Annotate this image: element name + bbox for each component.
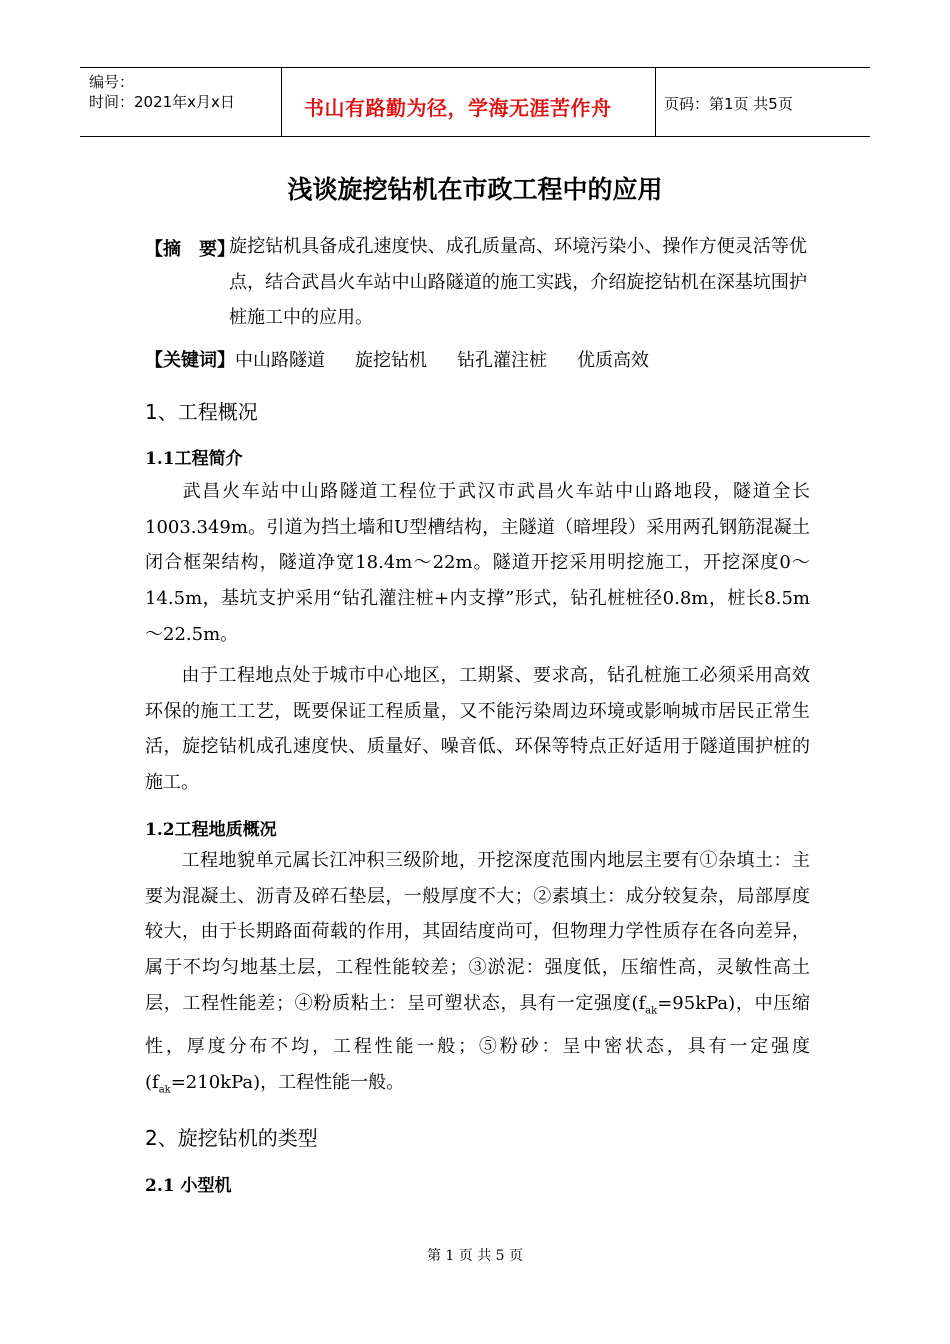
- paragraph-1-1-b: [145, 658, 810, 801]
- paragraph-text: 武昌火车站中山路隧道工程位于武汉市武昌火车站中山路地段，隧道全长1003.349m。引道为挡土墙和U型槽结构，主隧道（暗埋段）采用两孔钢筋混凝土闭合框架结构，隧道净宽18.4m～22m。隧道开挖采用明挖施工，开挖深度0～14.5m，基坑支护采用“钻孔灌注桩+内支撑”形式，钻孔桩桩径0.8m，桩长8.5m～22.5m。: [145, 481, 810, 645]
- paragraph-text-part: =95kPa)，中压缩性，厚度分布不均，工程性能一般；⑤粉砂：呈中密状态，具有一定强度(f: [145, 992, 810, 1093]
- motto-text: 书山有路勤为径，学海无涯苦作舟: [304, 96, 612, 120]
- paragraph-text-part: =210kPa)，工程性能一般。: [170, 1071, 405, 1093]
- keyword-item: 钻孔灌注桩: [457, 350, 547, 371]
- keyword-item: 优质高效: [577, 350, 649, 371]
- keywords-label: 【关键词】: [145, 350, 235, 371]
- section-1-2-heading: 1.2工程地质概况: [145, 820, 277, 840]
- section-1-heading: 1、工程概况: [145, 400, 258, 424]
- section-2-heading: 2、旋挖钻机的类型: [145, 1126, 318, 1150]
- subscript-ak: ak: [158, 1084, 171, 1096]
- document-title: 浅谈旋挖钻机在市政工程中的应用: [287, 175, 663, 204]
- number-label: 编号：: [89, 73, 135, 91]
- paragraph-1-2: [145, 843, 810, 1108]
- header-motto-cell: [281, 68, 656, 136]
- paragraph-1-1-a: [145, 474, 810, 653]
- page-footer: 第 1 页 共 5 页: [426, 1248, 524, 1264]
- abstract-text: 旋挖钻机具备成孔速度快、成孔质量高、环境污染小、操作方便灵活等优点，结合武昌火车站中山路隧道的施工实践，介绍旋挖钻机在深基坑围护桩施工中的应用。: [229, 236, 807, 329]
- page-info: 页码：第1页 共5页: [664, 95, 793, 113]
- section-1-1-heading: 1.1工程简介: [145, 449, 243, 469]
- header-left-cell: [80, 68, 281, 136]
- keyword-item: 中山路隧道: [235, 350, 325, 371]
- paragraph-text: 由于工程地点处于城市中心地区，工期紧、要求高，钻孔桩施工必须采用高效环保的施工工艺，既要保证工程质量，又不能污染周边环境或影响城市居民正常生活，旋挖钻机成孔速度快、质量好、噪音低、环保等特点正好适用于隧道围护桩的施工。: [145, 665, 810, 794]
- abstract-label: 【摘 要】: [145, 239, 235, 260]
- keyword-item: 旋挖钻机: [355, 350, 427, 371]
- keywords-line: [145, 346, 679, 372]
- subscript-ak: ak: [645, 1005, 658, 1017]
- page-header: [80, 67, 870, 137]
- section-2-1-heading: 2.1 小型机: [145, 1176, 232, 1196]
- paragraph-text-part: 工程地貌单元属长江冲积三级阶地，开挖深度范围内地层主要有①杂填土：主要为混凝土、沥青及碎石垫层，一般厚度不大；②素填土：成分较复杂，局部厚度较大，由于长期路面荷载的作用，其固结度尚可，但物理力学性质存在各向差异，属于不均匀地基土层，工程性能较差；③淤泥：强度低，压缩性高，灵敏性高土层，工程性能差；④粉质粘土：呈可塑状态，具有一定强度(f: [145, 850, 810, 1014]
- date-label: 时间：2021年x月x日: [89, 93, 235, 111]
